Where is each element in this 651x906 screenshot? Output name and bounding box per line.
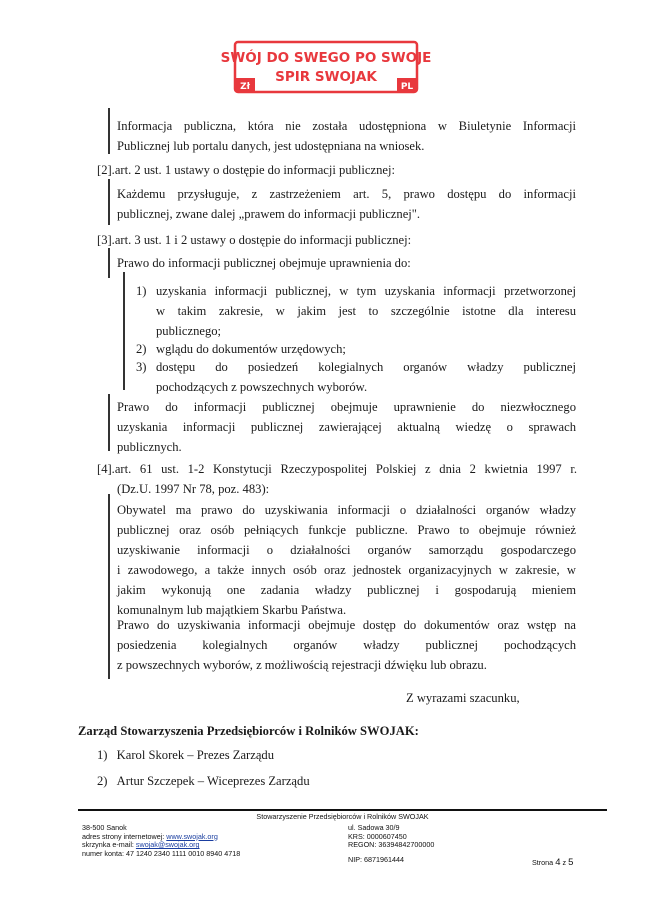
quote-block-3-intro: Prawo do informacji publicznej obejmuje uprawnienia do:	[117, 256, 411, 270]
text-line: publicznego;	[156, 324, 222, 338]
text-line: i zawodowego, a także innych osób oraz jednostek organizacyjnych w zakresie, w	[117, 563, 576, 577]
text-line: dostępu do posiedzeń kolegialnych organów władzy publicznej	[156, 360, 576, 374]
member-name: Karol Skorek – Prezes Zarządu	[116, 748, 275, 762]
swojak-logo	[220, 40, 432, 96]
footer-street: ul. Sadowa 30/9	[348, 823, 400, 832]
list-number: 1)	[136, 284, 147, 298]
footer-nip: NIP: 6871961444	[348, 854, 404, 864]
text-line: Prawo do uzyskiwania informacji obejmuje dostęp do dokumentów oraz wstęp na	[117, 618, 576, 632]
rights-list	[136, 281, 576, 397]
quote-block-4-p1	[117, 500, 576, 620]
list-number: 3)	[136, 360, 147, 374]
text-line: (Dz.U. 1997 Nr 78, poz. 483):	[117, 482, 270, 496]
footnote-heading-3: [3].art. 3 ust. 1 i 2 ustawy o dostępie do informacji publicznej:	[97, 233, 412, 247]
footer-krs: KRS: 0000607450	[348, 831, 407, 841]
footer-left	[82, 824, 342, 858]
list-item	[136, 281, 576, 341]
text-line: Obywatel ma prawo do uzyskiwania informacji o działalności organów władzy	[117, 503, 576, 517]
board-member	[97, 745, 397, 765]
quote-bar	[123, 272, 125, 390]
member-name: Artur Szczepek – Wiceprezes Zarządu	[116, 774, 310, 788]
quote-bar	[108, 108, 110, 154]
quote-bar	[108, 248, 110, 278]
quote-block-4-p2	[117, 615, 576, 675]
footer-divider	[78, 809, 607, 811]
logo-left-tag: Zł	[240, 82, 250, 92]
footer-account: numer konta: 47 1240 2340 1111 0010 8940 4718	[82, 848, 241, 858]
list-item	[136, 357, 576, 397]
text-line: uzyskania informacji publicznej, w tym uzyskania informacji przetworzonej	[156, 284, 576, 298]
footer-web: adres strony internetowej: www.swojak.org	[82, 831, 218, 841]
list-number: 2)	[97, 774, 108, 788]
text-line: pochodzących z powszechnych wyborów.	[156, 380, 368, 394]
page-number: Strona 4 z 5	[532, 857, 574, 868]
quote-bar	[108, 494, 110, 679]
text-line: Każdemu przysługuje, z zastrzeżeniem art. 5, prawo dostępu do informacji	[117, 187, 576, 201]
text-line: komunalnym lub majątkiem Skarbu Państwa.	[117, 603, 347, 617]
footnote-heading-2: [2].art. 2 ust. 1 ustawy o dostępie do informacji publicznej:	[97, 163, 395, 177]
board-title: Zarząd Stowarzyszenia Przedsiębiorców i Rolników SWOJAK:	[78, 724, 419, 738]
quote-block-3-after	[117, 397, 576, 457]
quote-bar	[108, 394, 110, 451]
text-line: Publicznej lub portalu danych, jest udostępniana na wniosek.	[117, 139, 425, 153]
footer-email: skrzynka e-mail: swojak@swojak.org	[82, 840, 200, 850]
footer-postal: 38-500 Sanok	[82, 823, 127, 832]
footer-org: Stowarzyszenie Przedsiębiorców i Rolników SWOJAK	[256, 812, 429, 821]
footnote-heading-4	[97, 459, 577, 499]
list-number: 1)	[97, 748, 108, 762]
closing-salutation: Z wyrazami szacunku,	[406, 691, 520, 705]
list-item	[136, 339, 576, 359]
footer-right	[348, 824, 498, 864]
text-line: publicznych.	[117, 440, 182, 454]
logo-line1: SWÓJ DO SWEGO PO SWOJE	[220, 50, 432, 66]
quote-block-1	[117, 116, 576, 156]
text-line: [4].art. 61 ust. 1-2 Konstytucji Rzeczypospolitej Polskiej z dnia 2 kwietnia 1997 r.	[97, 462, 577, 476]
text-line: jakim wykonują one zadania władzy publicznej i gospodarują mieniem	[117, 583, 576, 597]
text-line: uzyskiwanie informacji o działalności organów samorządu gospodarczego	[117, 543, 576, 557]
text-line: w takim zakresie, w jakim jest to szczególnie istotne dla interesu	[156, 304, 576, 318]
website-link[interactable]: www.swojak.org	[166, 831, 218, 841]
text-line: Prawo do informacji publicznej obejmuje uprawnienie do niezwłocznego	[117, 400, 576, 414]
board-member	[97, 771, 397, 791]
logo-right-tag: PL	[400, 82, 414, 92]
text-line: uzyskania informacji publicznej zawierającej aktualną wiedzę o sprawach	[117, 420, 576, 434]
logo-line2: SPIR SWOJAK	[275, 69, 377, 85]
text-line: z powszechnych wyborów, z możliwością rejestracji dźwięku lub obrazu.	[117, 658, 487, 672]
list-number: 2)	[136, 342, 147, 356]
text-line: wglądu do dokumentów urzędowych;	[156, 342, 346, 356]
email-link[interactable]: swojak@swojak.org	[135, 840, 200, 850]
text-line: publicznej, zwane dalej „prawem do informacji publicznej".	[117, 207, 421, 221]
text-line: Informacja publiczna, która nie została udostępniona w Biuletynie Informacji	[117, 119, 576, 133]
text-line: posiedzenia kolegialnych organów władzy publicznej pochodzących	[117, 638, 576, 652]
quote-block-2	[117, 184, 576, 224]
text-line: publicznej oraz osób pełniących funkcje publiczne. Prawo to obejmuje również	[117, 523, 576, 537]
footer-regon: REGON: 36394842700000	[348, 840, 435, 850]
quote-bar	[108, 179, 110, 225]
